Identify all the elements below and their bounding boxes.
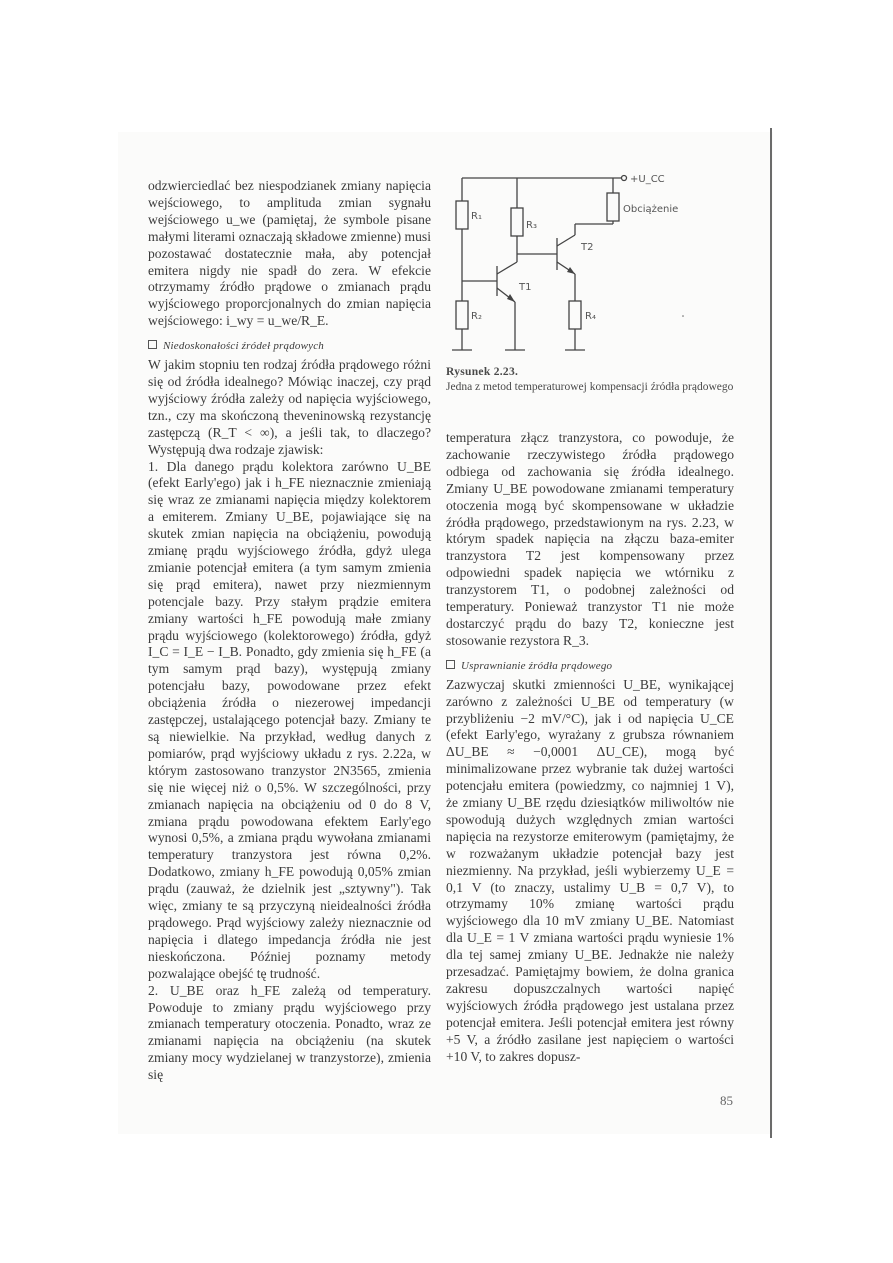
paragraph: temperatura złącz tranzystora, co powoduje, że zachowanie rzeczywistego źródła prądowego odbiega od zachowania się źródła idealnego. Zmiany U_BE powodowane zmianami temperatury otoczenia mogą być skompensowane w układzie źródła prądowego, przedstawionym na rys. 2.23, w którym spadek napięcia na złączu baza-emiter tranzystora T2 jest kompensowany przez odpowiedni spadek napięcia we wtórniku z tranzystorem T1, o podobnej zależności od temperatury. Ponieważ tranzystor T1 nie może dostarczyć prądu do bazy T2, konieczne jest stosowanie rezystora R_3.	[446, 430, 734, 648]
t2-label: T2	[581, 242, 594, 253]
r1-label: R₁	[471, 211, 482, 222]
r4-label: R₄	[585, 311, 596, 322]
paragraph: odzwierciedlać bez niespodzianek zmiany napięcia wejściowego, to amplituda zmian sygnału wejściowego u_we (pamiętaj, że symbole pisane małymi literami oznaczają składowe zmienne) musi pozostawać dostatecznie mała, aby potencjał emitera nigdy nie spadł do zera. W efekcie otrzymamy źródło prądowe o zmianach prądu wyjściowego proporcjonalnych do zmian napięcia wejściowego: i_wy = u_we/R_E.	[148, 178, 431, 329]
section-heading-text: Niedoskonałości źródeł prądowych	[163, 340, 324, 353]
resistor-r1	[456, 201, 468, 229]
left-text-column	[148, 178, 431, 1084]
paragraph: 1. Dla danego prądu kolektora zarówno U_BE (efekt Early'ego) jak i h_FE nieznacznie zmieniają się wraz ze zmianami napięcia między kolektorem a emiterem. Zmiany U_BE, pojawiające się na skutek zmian napięcia na obciążeniu, powodują zmianę prądu wyjściowego źródła, gdyż ulega zmianie potencjał emitera (a tym samym zmienia się prąd emitera), nawet przy niezmiennym potencjale bazy. Przy stałym prądzie emitera zmiany wartości h_FE powodują małe zmiany prądu wyjściowego (kolektorowego) źródła, gdyż I_C = I_E − I_B. Ponadto, gdy zmienia się h_FE (a tym samym prąd bazy), występują zmiany potencjału bazy, powodowane przez efekt obciążenia źródła o niezerowej impedancji zastępczej, ustalającego potencjał bazy. Zmiany te są niewielkie. Na przykład, według danych z pomiarów, prąd wyjściowy układu z rys. 2.22a, w którym zastosowano tranzystor 2N3565, zmienia się nie więcej niż o 0,5%. W szczególności, przy zmianach napięcia na obciążeniu od 0 do 8 V, zmiana prądu powodowana efektem Early'ego wynosi 0,5%, a zmiana prądu wywołana zmianami temperatury tranzystora jest równa 0,2%. Dodatkowo, zmiany h_FE powodują 0,05% zmian prądu (zauważ, że dzielnik jest „sztywny"). Tak więc, zmiany te są przyczyną nieidealności źródła prądowego. Prąd wyjściowy zależy nieznacznie od napięcia i dlatego impedancja źródła nie jest nieskończona. Później poznamy metody pozwalające obejść tę trudność.	[148, 458, 431, 981]
caption-title: Rysunek 2.23.	[446, 366, 519, 378]
r2-label: R₂	[471, 311, 482, 322]
vcc-label: +U_CC	[630, 174, 665, 185]
checkbox-glyph-icon	[148, 340, 157, 349]
vcc-terminal	[622, 176, 627, 181]
load-label: Obciążenie	[623, 204, 679, 215]
paragraph: 2. U_BE oraz h_FE zależą od temperatury. Powoduje to zmiany prądu wyjściowego przy zmianach temperatury otoczenia. Ponadto, wraz ze zmianami napięcia na obciążeniu (na skutek zmiany mocy wydzielanej w tranzystorze), zmienia się	[148, 982, 431, 1083]
page-number: 85	[720, 1093, 733, 1108]
section-heading-text: Usprawnianie źródła prądowego	[461, 659, 613, 672]
paragraph: W jakim stopniu ten rodzaj źródła prądowego różni się od źródła idealnego? Mówiąc inaczej, czy prąd wyjściowy źródła zależy od napięcia wyjściowego, tzn., czy ma skończoną theveninowską rezystancję zastępczą (R_T < ∞), a jeśli tak, to dlaczego? Występują dwa rodzaje zjawisk:	[148, 357, 431, 457]
book-spine-shadow	[770, 128, 772, 1138]
t1-label: T1	[519, 282, 532, 293]
checkbox-glyph-icon	[446, 660, 455, 669]
resistor-r3	[511, 208, 523, 236]
paragraph: Zazwyczaj skutki zmienności U_BE, wynikającej zarówno z zależności U_BE od temperatury (w przybliżeniu −2 mV/°C), jak i od napięcia U_CE (efekt Early'ego, wyrażany z grubsza równaniem ΔU_BE ≈ −0,0001 ΔU_CE), mogą być minimalizowane przez wybranie tak dużej wartości potencjału emitera (powiedzmy, co najmniej 1 V), że zmiany U_BE rzędu dziesiątków miliwoltów nie spowodują dużych względnych zmian wartości napięcia na rezystorze emiterowym (pamiętajmy, że w rozważanym układzie potencjał bazy jest niezmienny. Na przykład, jeśli wybierzemy U_E = 0,1 V (to znaczy, ustalimy U_B = 0,7 V), to otrzymamy 10% zmianę wartości prądu wyjściowego dla 10 mV zmiany U_BE. Natomiast dla U_E = 1 V zmiana wartości prądu wyniesie 1% dla tej samej zmiany U_BE. Jednakże nie należy przesadzać. Pamiętajmy bowiem, że dolna granica zakresu dopuszczalnych wartości napięć wyjściowych źródła prądowego jest ustalana przez potencjał emitera. Jeśli potencjał emitera jest równy +5 V, a źródło zasilane jest napięciem o wartości +10 V, to zakres dopusz-	[446, 676, 734, 1064]
circuit-diagram	[445, 166, 745, 362]
caption-text: Jedna z metod temperaturowej kompensacji źródła prądowego	[446, 380, 734, 393]
figure-caption	[446, 365, 746, 394]
load-resistor	[607, 193, 619, 221]
section-heading	[148, 338, 431, 355]
section-heading	[446, 658, 734, 675]
resistor-r2	[456, 301, 468, 329]
right-text-column	[446, 430, 734, 1066]
r3-label: R₃	[526, 220, 537, 231]
resistor-r4	[569, 301, 581, 329]
